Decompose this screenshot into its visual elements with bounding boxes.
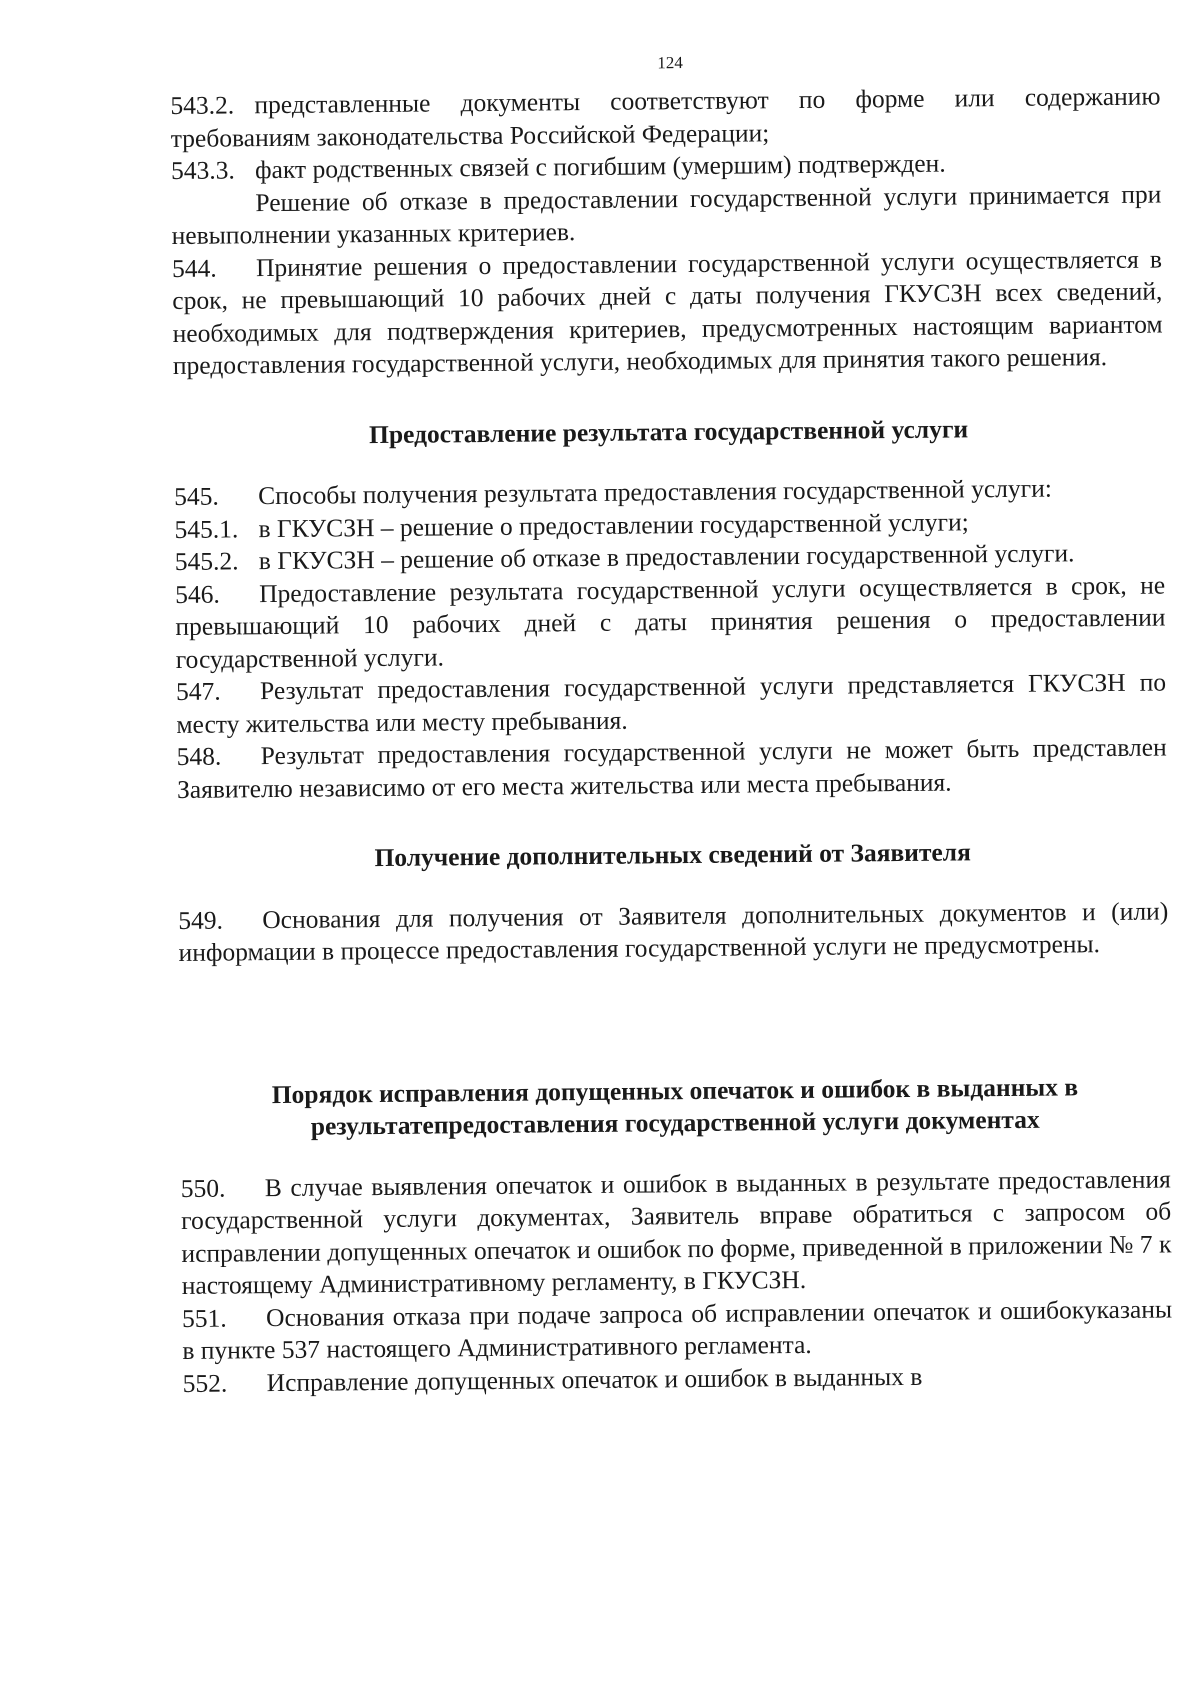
clause-number: 548.: [176, 741, 222, 771]
clause-text: Результат предоставления государственной услуги представляется ГКУСЗН по месту жительства или месту пребывания.: [176, 667, 1167, 739]
clause-544: [172, 243, 1163, 382]
page-number: 124: [657, 53, 683, 73]
refusal-note: [171, 178, 1162, 253]
clause-551: [182, 1293, 1173, 1368]
clause-text: Результат предоставления государственной услуги не может быть представлен Заявителю независимо от его места жительства или места пребывания.: [176, 732, 1167, 804]
clause-number: 547.: [175, 676, 221, 706]
clause-text: представленные документы соответствуют по форме или содержанию требованиям законодательства Российской Федерации;: [170, 81, 1161, 153]
clause-number: 550.: [180, 1173, 226, 1203]
clause-text: Способы получения результата предоставления государственной услуги:: [258, 473, 1052, 511]
clause-text: в ГКУСЗН – решение об отказе в предоставлении государственной услуги.: [258, 538, 1075, 576]
clause-number: 549.: [178, 905, 224, 935]
document-page: [170, 48, 1173, 1399]
clause-549: [178, 895, 1169, 970]
clause-text: Основания отказа при подаче запроса об исправлении опечаток и ошибокуказаны в пункте 537 настоящего Административного регламента.: [182, 1293, 1173, 1365]
clause-text: Основания для получения от Заявителя дополнительных документов и (или) информации в процессе предоставления государственной услуги не предусмотрены.: [178, 895, 1169, 967]
clause-number: 545.2.: [174, 546, 239, 576]
clause-text: В случае выявления опечаток и ошибок в выданных в результате предоставления государственной услуги документах, Заявитель вправе обратиться с запросом об исправлении допущенных опечаток и ошибок по форме, приведенной в приложении № 7 к настоящему Административному регламенту, в ГКУСЗН.: [181, 1163, 1172, 1300]
clause-text: Предоставление результата государственной услуги осуществляется в срок, не превышающий 10 рабочих дней с даты принятия решения о предоставлении государственной услуги.: [175, 569, 1166, 674]
clause-number: 551.: [181, 1303, 227, 1333]
clause-text: Решение об отказе в предоставлении государственной услуги принимается при невыполнении указанных критериев.: [171, 178, 1162, 250]
clause-number: 546.: [175, 579, 220, 609]
clause-number: 543.3.: [170, 155, 235, 185]
clause-number: 545.: [174, 481, 219, 511]
clause-number: 543.2.: [170, 90, 235, 120]
section-heading-additional-info: Получение дополнительных сведений от Заявителя: [374, 837, 971, 873]
clause-text: факт родственных связей с погибшим (умершим) подтвержден.: [254, 148, 946, 185]
clause-text: в ГКУСЗН – решение о предоставлении государственной услуги;: [258, 506, 969, 543]
section-heading-corrections: Порядок исправления допущенных опечаток и ошибок в выданных в результатепредоставления государственной услуги документах: [271, 1071, 1079, 1141]
clause-number: 544.: [171, 253, 217, 283]
clause-547: [176, 666, 1167, 741]
clause-546: [175, 569, 1166, 676]
clause-number: 552.: [182, 1368, 228, 1398]
clause-550: [181, 1163, 1172, 1302]
clause-543-2: [170, 80, 1161, 155]
section-heading-result: Предоставление результата государственной услуги: [368, 413, 969, 449]
clause-text: Принятие решения о предоставлении государственной услуги осуществляется в срок, не превышающий 10 рабочих дней с даты получения ГКУСЗН всех сведений, необходимых для подтверждения критериев, предусмотренных настоящим вариантом предоставления государственной услуги, необходимых для принятия такого решения.: [172, 243, 1163, 380]
clause-text: Исправление допущенных опечаток и ошибок в выданных в: [266, 1361, 923, 1397]
clause-number: 545.1.: [174, 513, 239, 544]
clause-548: [177, 731, 1168, 806]
